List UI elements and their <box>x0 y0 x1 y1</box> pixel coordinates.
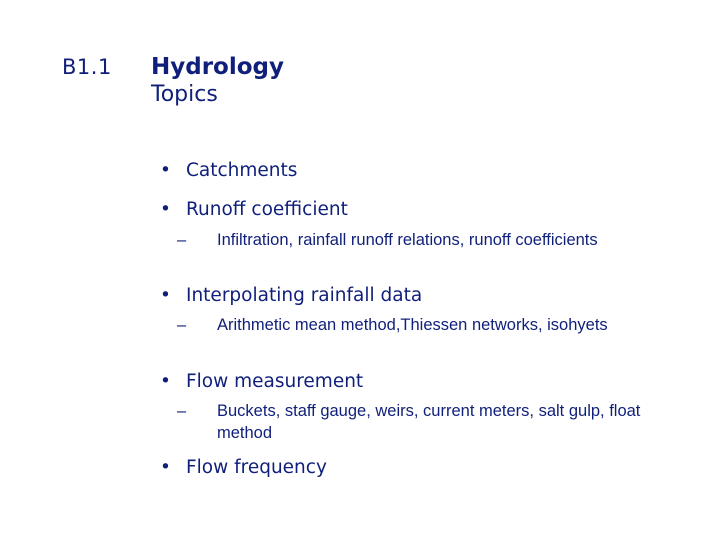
sub-bullet-text: Arithmetic mean method,Thiessen networks, isohyets <box>217 316 608 334</box>
bullet-marker: • <box>160 371 171 392</box>
sub-bullet-item <box>177 229 667 251</box>
bullet-marker: • <box>160 457 171 478</box>
bullet-item <box>160 457 327 478</box>
title-block <box>151 53 284 109</box>
bullet-item <box>160 160 297 181</box>
slide-title: Hydrology <box>151 54 284 80</box>
bullet-text: Flow frequency <box>186 457 327 478</box>
bullet-item <box>160 371 363 392</box>
slide-subtitle: Topics <box>151 82 218 107</box>
sub-bullet-marker: – <box>177 316 187 334</box>
sub-bullet-marker: – <box>177 402 187 420</box>
sub-bullet-marker: – <box>177 231 187 249</box>
bullet-item <box>160 199 348 220</box>
sub-bullet-text: Infiltration, rainfall runoff relations, runoff coefficients <box>217 231 598 249</box>
bullet-item <box>160 285 422 306</box>
bullet-marker: • <box>160 285 171 306</box>
sub-bullet-item <box>177 400 667 444</box>
bullet-marker: • <box>160 199 171 220</box>
bullet-text: Interpolating rainfall data <box>186 285 423 306</box>
bullet-text: Runoff coefficient <box>186 199 348 220</box>
bullet-text: Flow measurement <box>186 371 364 392</box>
bullet-text: Catchments <box>186 160 298 181</box>
bullet-marker: • <box>160 160 171 181</box>
sub-bullet-text: Buckets, staff gauge, weirs, current meters, salt gulp, float method <box>217 402 641 442</box>
section-code: B1.1 <box>62 55 112 79</box>
sub-bullet-item <box>177 314 667 336</box>
